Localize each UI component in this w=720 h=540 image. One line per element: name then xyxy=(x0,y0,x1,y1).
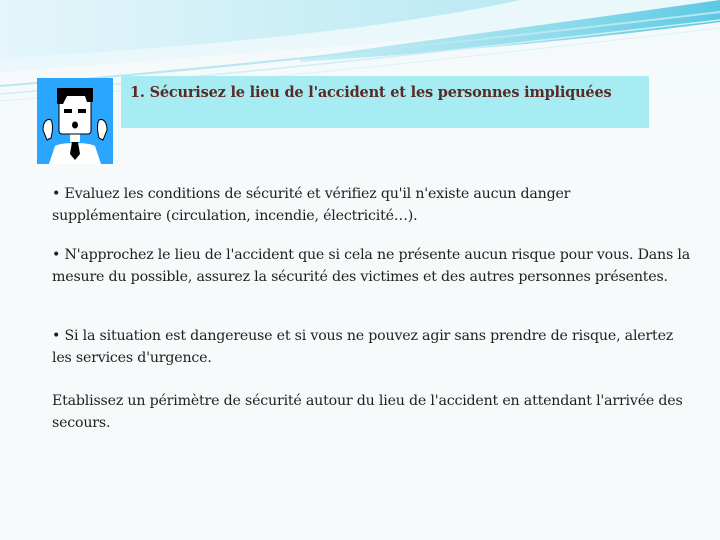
bullet-alert: • Si la situation est dangereuse et si vous ne pouvez agir sans prendre de risque, alertez les services d'urgence. xyxy=(52,328,674,366)
slide-title: 1. Sécurisez le lieu de l'accident et les personnes impliquées xyxy=(130,84,612,101)
bullet-approach: • N'approchez le lieu de l'accident que si cela ne présente aucun risque pour vous. Dans la mesure du possible, assurez la sécurité des victimes et des autres personnes présentes. xyxy=(52,247,690,285)
worried-person-icon xyxy=(37,78,113,164)
perimeter-paragraph: Etablissez un périmètre de sécurité autour du lieu de l'accident en attendant l'arrivée des secours. xyxy=(52,393,683,431)
bullet-evaluate: • Evaluez les conditions de sécurité et vérifiez qu'il n'existe aucun danger supplémentaire (circulation, incendie, électricité…). xyxy=(52,186,571,224)
